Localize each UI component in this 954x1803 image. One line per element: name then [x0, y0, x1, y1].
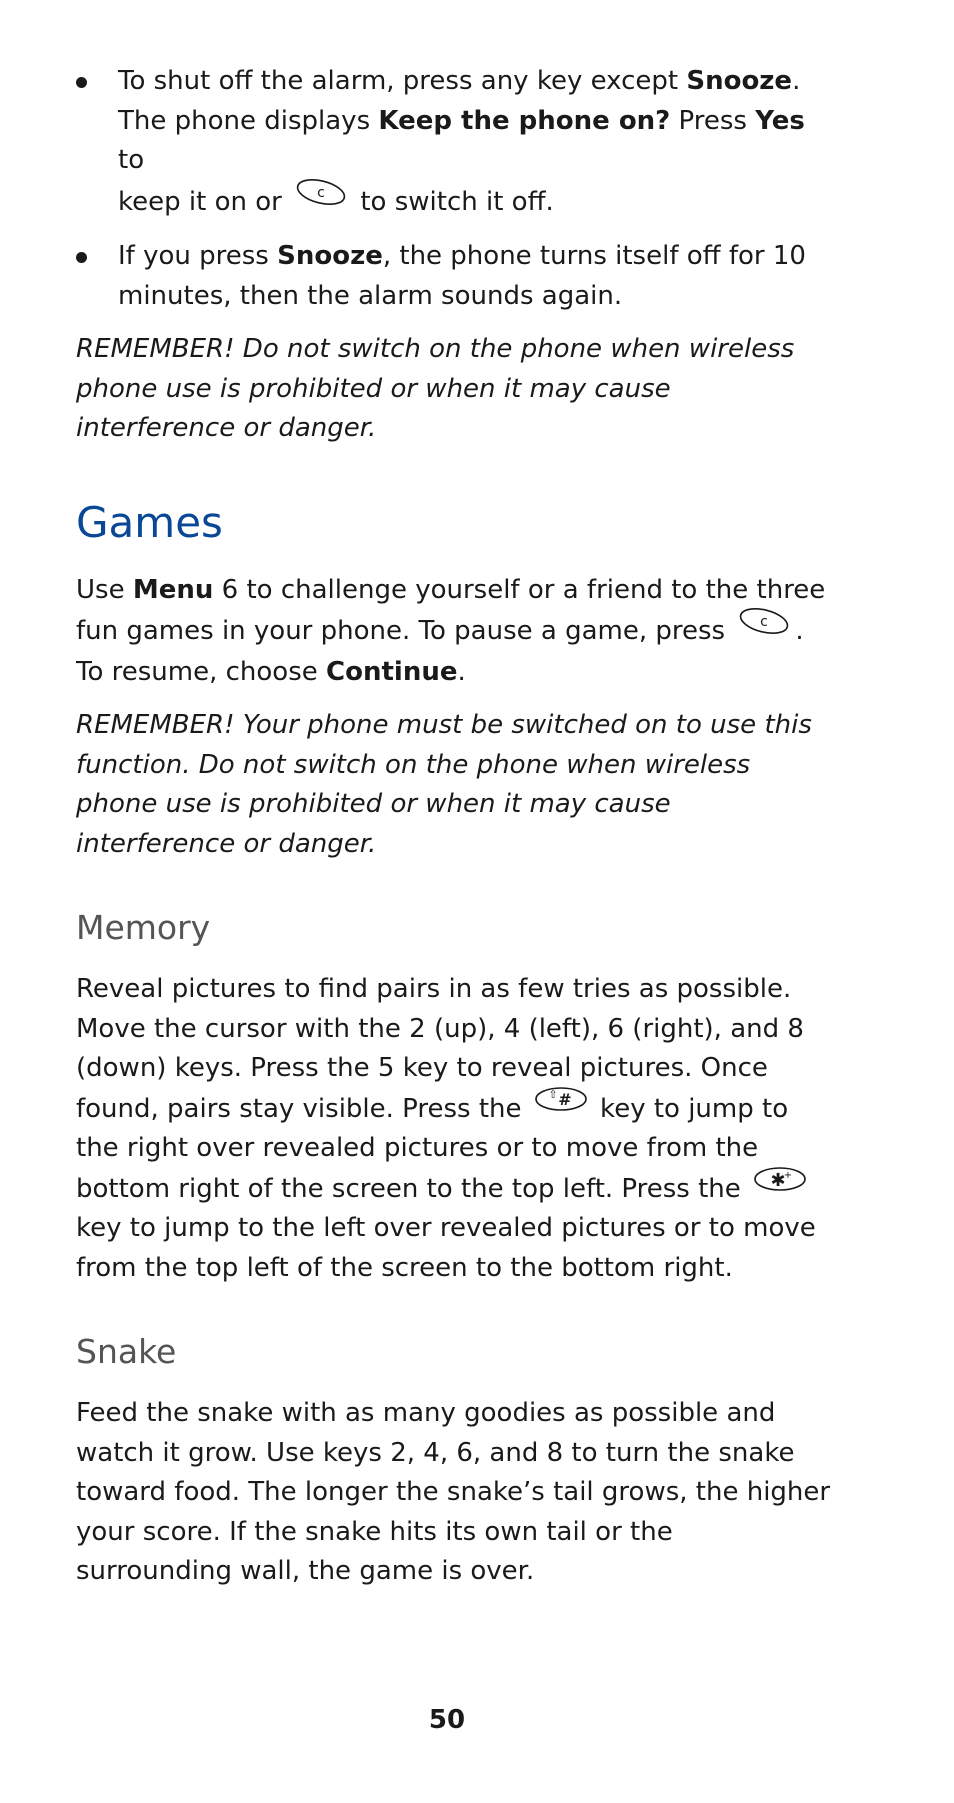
snake-paragraph: Feed the snake with as many goodies as possible and watch it grow. Use keys 2, 4, 6, and 8 to turn the snake toward food. The longer the snake’s tail grows, the higher your score. If the snake hits its own tail or the surrounding wall, the game is over.	[76, 1398, 831, 1586]
bullet-icon	[76, 77, 87, 88]
svg-text:+: +	[783, 1169, 793, 1181]
svg-text:✱: ✱	[770, 1169, 786, 1191]
games-remember-note: REMEMBER! Your phone must be switched on to use this function. Do not switch on the phone when wireless phone use is prohibited or when it may cause interference or danger.	[76, 710, 812, 859]
alarm-bullet-list	[76, 62, 836, 316]
svg-text:#: #	[558, 1089, 572, 1109]
alarm-remember-note: REMEMBER! Do not switch on the phone when wireless phone use is prohibited or when it may cause interference or danger.	[76, 334, 795, 443]
svg-text:⇧: ⇧	[548, 1087, 558, 1101]
games-intro-paragraph: Use Menu 6 to challenge yourself or a friend to the three fun games in your phone. To pause a game, press c . To resume, choose Continue.	[76, 574, 826, 687]
star-key-icon	[753, 1165, 807, 1206]
bullet-text: To shut off the alarm, press any key except Snooze. The phone displays Keep the phone on? Press Yes to keep it on or c to switch it off.	[118, 62, 836, 223]
bullet-text: If you press Snooze, the phone turns itself off for 10 minutes, then the alarm sounds again.	[118, 241, 806, 311]
memory-heading: Memory	[76, 908, 211, 947]
hash-key-icon	[534, 1085, 588, 1126]
clear-key-icon	[294, 177, 348, 220]
list-item	[76, 237, 836, 316]
svg-text:c: c	[317, 184, 325, 201]
page-number: 50	[428, 1705, 466, 1735]
clear-key-icon	[737, 606, 791, 649]
svg-text:c: c	[760, 614, 769, 630]
manual-page	[76, 62, 836, 1592]
games-heading: Games	[76, 497, 223, 547]
memory-paragraph: Reveal pictures to find pairs in as few tries as possible. Move the cursor with the 2 (up), 4 (left), 6 (right), and 8 (down) keys. Press the 5 key to reveal pictures. Once found, pairs stay visible. Press the ⇧ # key to jump to the right over revealed pictures or to move from the bottom right of the screen to the top left. Press the ✱ + key to jump to the left over revealed pictures or to move from the top left of the screen to the bottom right.	[76, 974, 816, 1283]
snake-heading: Snake	[76, 1332, 177, 1371]
list-item	[76, 62, 836, 223]
bullet-icon	[76, 252, 87, 263]
